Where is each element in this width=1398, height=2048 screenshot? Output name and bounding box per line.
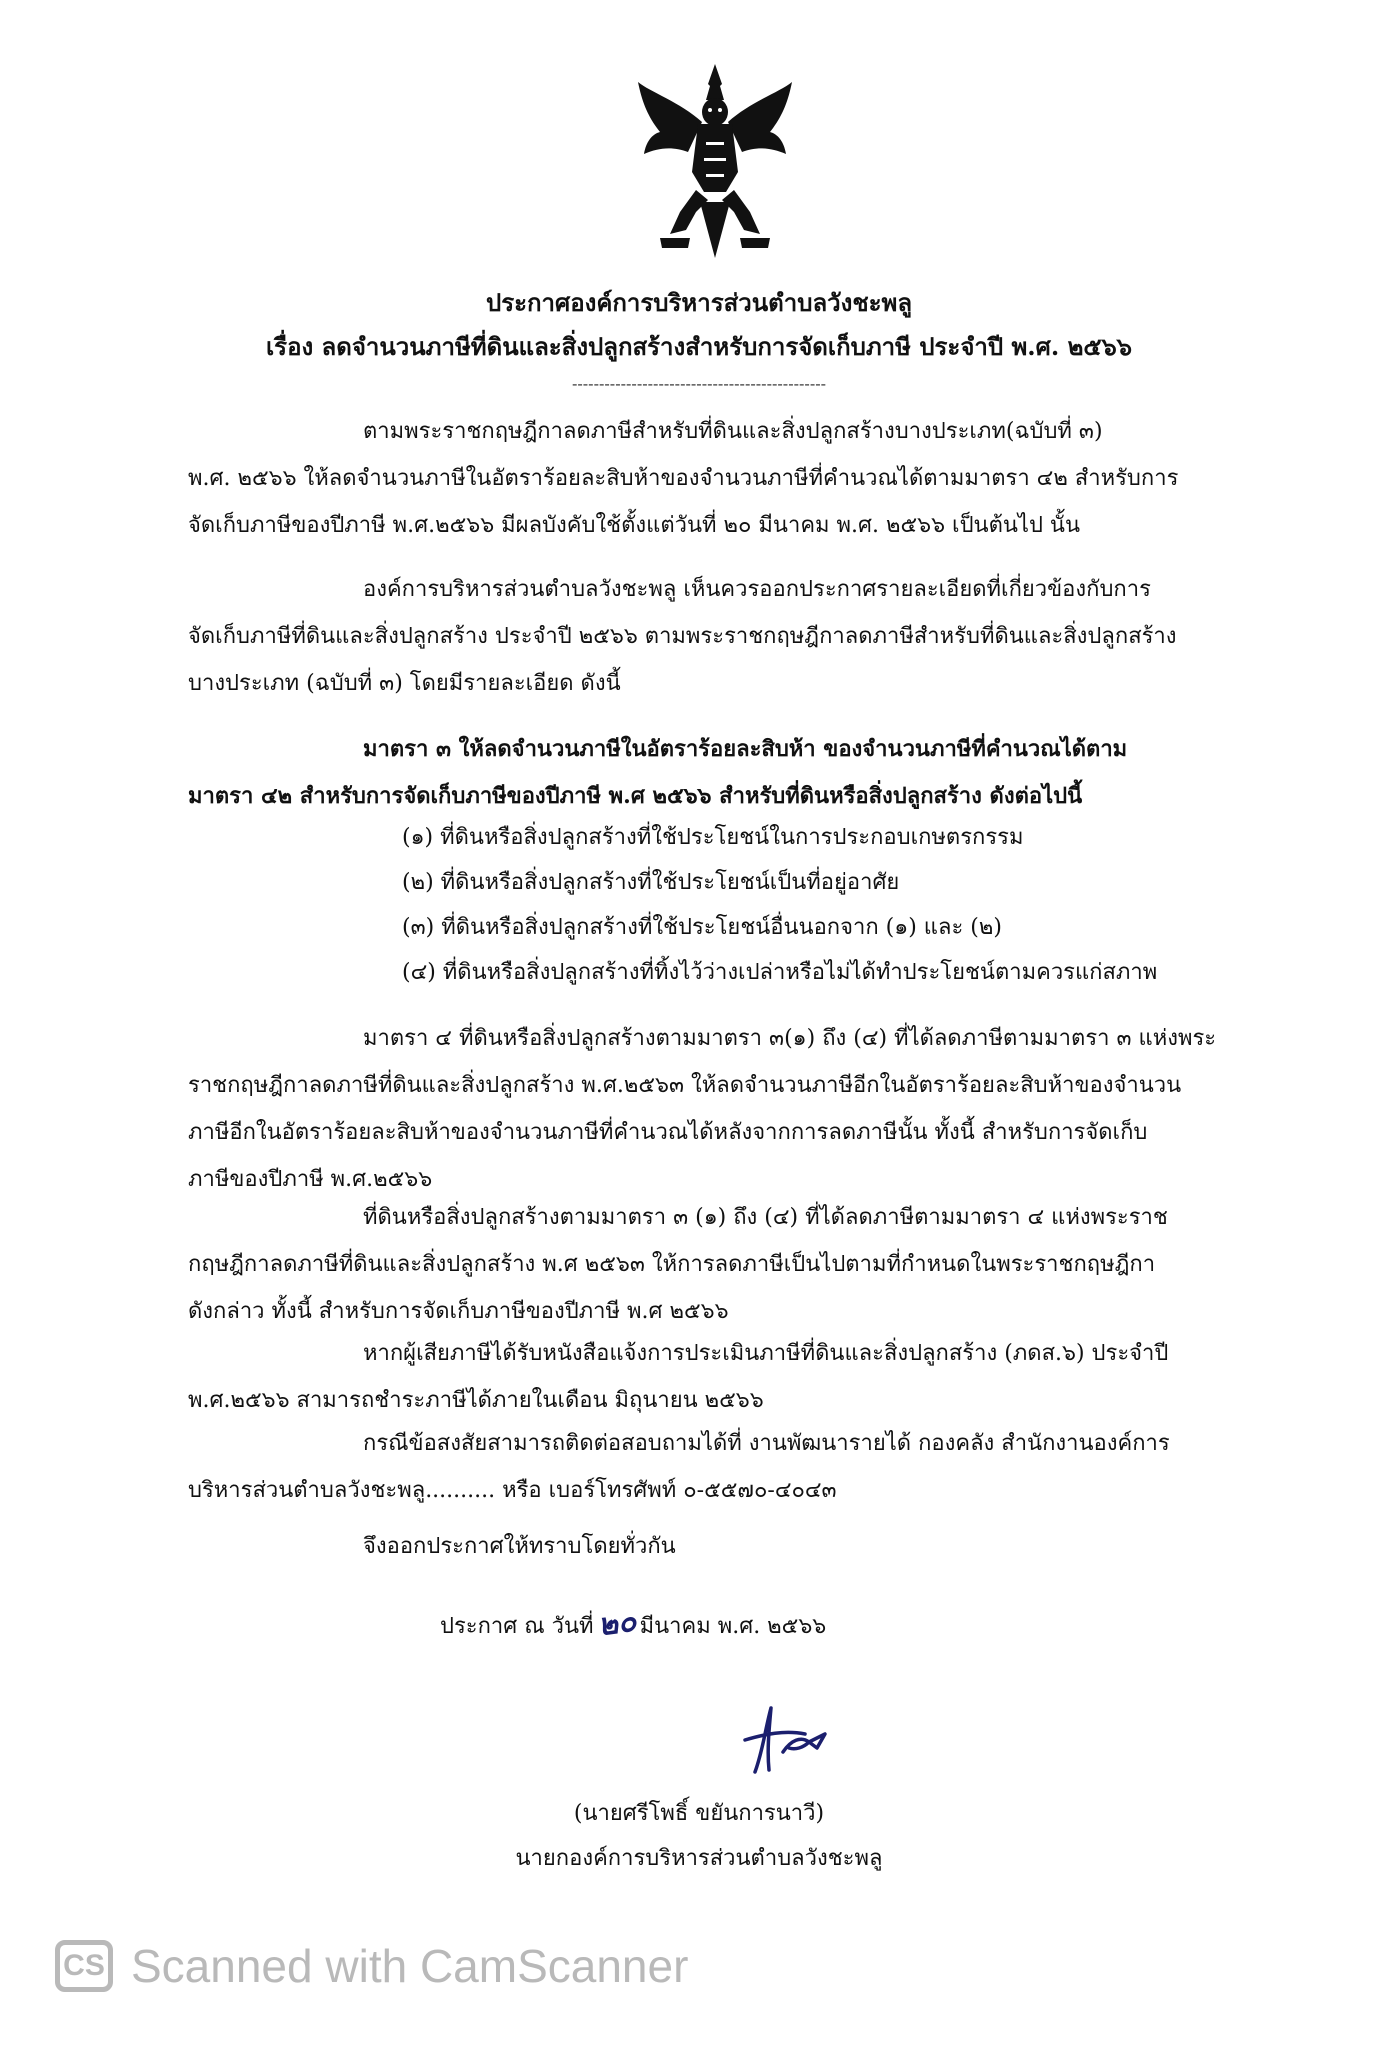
- signer-position: นายกองค์การบริหารส่วนตำบลวังชะพลู: [515, 1846, 883, 1871]
- list-item: (๑) ที่ดินหรือสิ่งปลูกสร้างที่ใช้ประโยชน์ในการประกอบเกษตรกรรม: [402, 825, 1024, 850]
- paragraph-line: บริหารส่วนตำบลวังชะพลู.......... หรือ เบอร์โทรศัพท์ ๐-๕๕๗๐-๔๐๔๓: [188, 1478, 837, 1503]
- subject-line: เรื่อง ลดจำนวนภาษีที่ดินและสิ่งปลูกสร้างสำหรับการจัดเก็บภาษี ประจำปี พ.ศ. ๒๕๖๖: [265, 332, 1133, 361]
- paragraph-contact: [188, 1420, 1273, 1514]
- paragraph-reduction: [188, 1194, 1273, 1335]
- paragraph-line: มาตรา ๔๒ สำหรับการจัดเก็บภาษีของปีภาษี พ.ศ ๒๕๖๖ สำหรับที่ดินหรือสิ่งปลูกสร้าง ดังต่อไปนี้: [188, 783, 1083, 809]
- paragraph-line: มาตรา ๔ ที่ดินหรือสิ่งปลูกสร้างตามมาตรา ๓(๑) ถึง (๔) ที่ได้ลดภาษีตามมาตรา ๓ แห่งพระ: [363, 1026, 1217, 1051]
- list-item: (๔) ที่ดินหรือสิ่งปลูกสร้างที่ทิ้งไว้ว่างเปล่าหรือไม่ได้ทำประโยชน์ตามควรแก่สภาพ: [402, 960, 1158, 985]
- paragraph-line: ภาษีของปีภาษี พ.ศ.๒๕๖๖: [188, 1167, 433, 1192]
- garuda-emblem-icon: [630, 62, 800, 262]
- paragraph-line: มาตรา ๓ ให้ลดจำนวนภาษีในอัตราร้อยละสิบห้า ของจำนวนภาษีที่คำนวณได้ตาม: [363, 736, 1128, 762]
- paragraph-line: บางประเภท (ฉบับที่ ๓) โดยมีรายละเอียด ดังนี้: [188, 671, 621, 696]
- paragraph-line: จัดเก็บภาษีของปีภาษี พ.ศ.๒๕๖๖ มีผลบังคับใช้ตั้งแต่วันที่ ๒๐ มีนาคม พ.ศ. ๒๕๖๖ เป็นต้นไป นั้น: [188, 513, 1080, 538]
- date-suffix: มีนาคม พ.ศ. ๒๕๖๖: [639, 1614, 827, 1639]
- paragraph-line: ดังกล่าว ทั้งนี้ สำหรับการจัดเก็บภาษีของปีภาษี พ.ศ ๒๕๖๖: [188, 1299, 729, 1324]
- camscanner-watermark: [55, 1935, 688, 1997]
- signature-mark: [725, 1690, 845, 1790]
- camscanner-logo-icon: CS: [55, 1940, 113, 1992]
- paragraph-line: ภาษีอีกในอัตราร้อยละสิบห้าของจำนวนภาษีที่คำนวณได้หลังจากการลดภาษีนั้น ทั้งนี้ สำหรับการจัดเก็บ: [188, 1120, 1148, 1145]
- paragraph-line: องค์การบริหารส่วนตำบลวังชะพลู เห็นควรออกประกาศรายละเอียดที่เกี่ยวข้องกับการ: [363, 577, 1151, 602]
- paragraph-line: ราชกฤษฎีกาลดภาษีที่ดินและสิ่งปลูกสร้าง พ.ศ.๒๕๖๓ ให้ลดจำนวนภาษีอีกในอัตราร้อยละสิบห้าของจำนวน: [188, 1073, 1182, 1098]
- watermark-text: Scanned with CamScanner: [131, 1940, 689, 1992]
- date-prefix: ประกาศ ณ วันที่: [440, 1614, 594, 1639]
- signer-name: (นายศรีโพธิ์ ขยันการนาวี): [573, 1801, 825, 1826]
- closing-statement: จึงออกประกาศให้ทราบโดยทั่วกัน: [363, 1534, 676, 1559]
- paragraph-announcement: [188, 566, 1273, 707]
- handwritten-day: ๒๐: [595, 1603, 638, 1644]
- paragraph-line: พ.ศ.๒๕๖๖ สามารถชำระภาษีได้ภายในเดือน มิถุนายน ๒๕๖๖: [188, 1388, 764, 1413]
- paragraph-line: หากผู้เสียภาษีได้รับหนังสือแจ้งการประเมินภาษีที่ดินและสิ่งปลูกสร้าง (ภดส.๖) ประจำปี: [363, 1341, 1169, 1366]
- paragraph-line: กรณีข้อสงสัยสามารถติดต่อสอบถามได้ที่ งานพัฒนารายได้ กองคลัง สำนักงานองค์การ: [363, 1431, 1170, 1456]
- paragraph-decree: [188, 408, 1273, 549]
- title-divider: -----------------------------------------------: [571, 374, 827, 393]
- paragraph-payment: [188, 1330, 1273, 1424]
- paragraph-line: กฤษฎีกาลดภาษีที่ดินและสิ่งปลูกสร้าง พ.ศ ๒๕๖๓ ให้การลดภาษีเป็นไปตามที่กำหนดในพระราชกฤษฎีกา: [188, 1252, 1156, 1277]
- land-category-list: [402, 815, 1262, 995]
- list-item: (๓) ที่ดินหรือสิ่งปลูกสร้างที่ใช้ประโยชน์อื่นนอกจาก (๑) และ (๒): [402, 915, 1002, 940]
- paragraph-line: พ.ศ. ๒๕๖๖ ให้ลดจำนวนภาษีในอัตราร้อยละสิบห้าของจำนวนภาษีที่คำนวณได้ตามมาตรา ๔๒ สำหรับการ: [188, 466, 1179, 491]
- paragraph-section-4: [188, 1015, 1273, 1203]
- announcement-date: [440, 1600, 826, 1647]
- paragraph-section-3: [188, 726, 1273, 820]
- paragraph-line: ที่ดินหรือสิ่งปลูกสร้างตามมาตรา ๓ (๑) ถึง (๔) ที่ได้ลดภาษีตามมาตรา ๔ แห่งพระราช: [363, 1205, 1168, 1230]
- list-item: (๒) ที่ดินหรือสิ่งปลูกสร้างที่ใช้ประโยชน์เป็นที่อยู่อาศัย: [402, 870, 900, 895]
- paragraph-line: จัดเก็บภาษีที่ดินและสิ่งปลูกสร้าง ประจำปี ๒๕๖๖ ตามพระราชกฤษฎีกาลดภาษีสำหรับที่ดินและสิ่งปลูกสร้าง: [188, 624, 1177, 649]
- paragraph-line: ตามพระราชกฤษฎีกาลดภาษีสำหรับที่ดินและสิ่งปลูกสร้างบางประเภท(ฉบับที่ ๓): [363, 419, 1103, 444]
- page-title: ประกาศองค์การบริหารส่วนตำบลวังชะพลู: [485, 288, 913, 317]
